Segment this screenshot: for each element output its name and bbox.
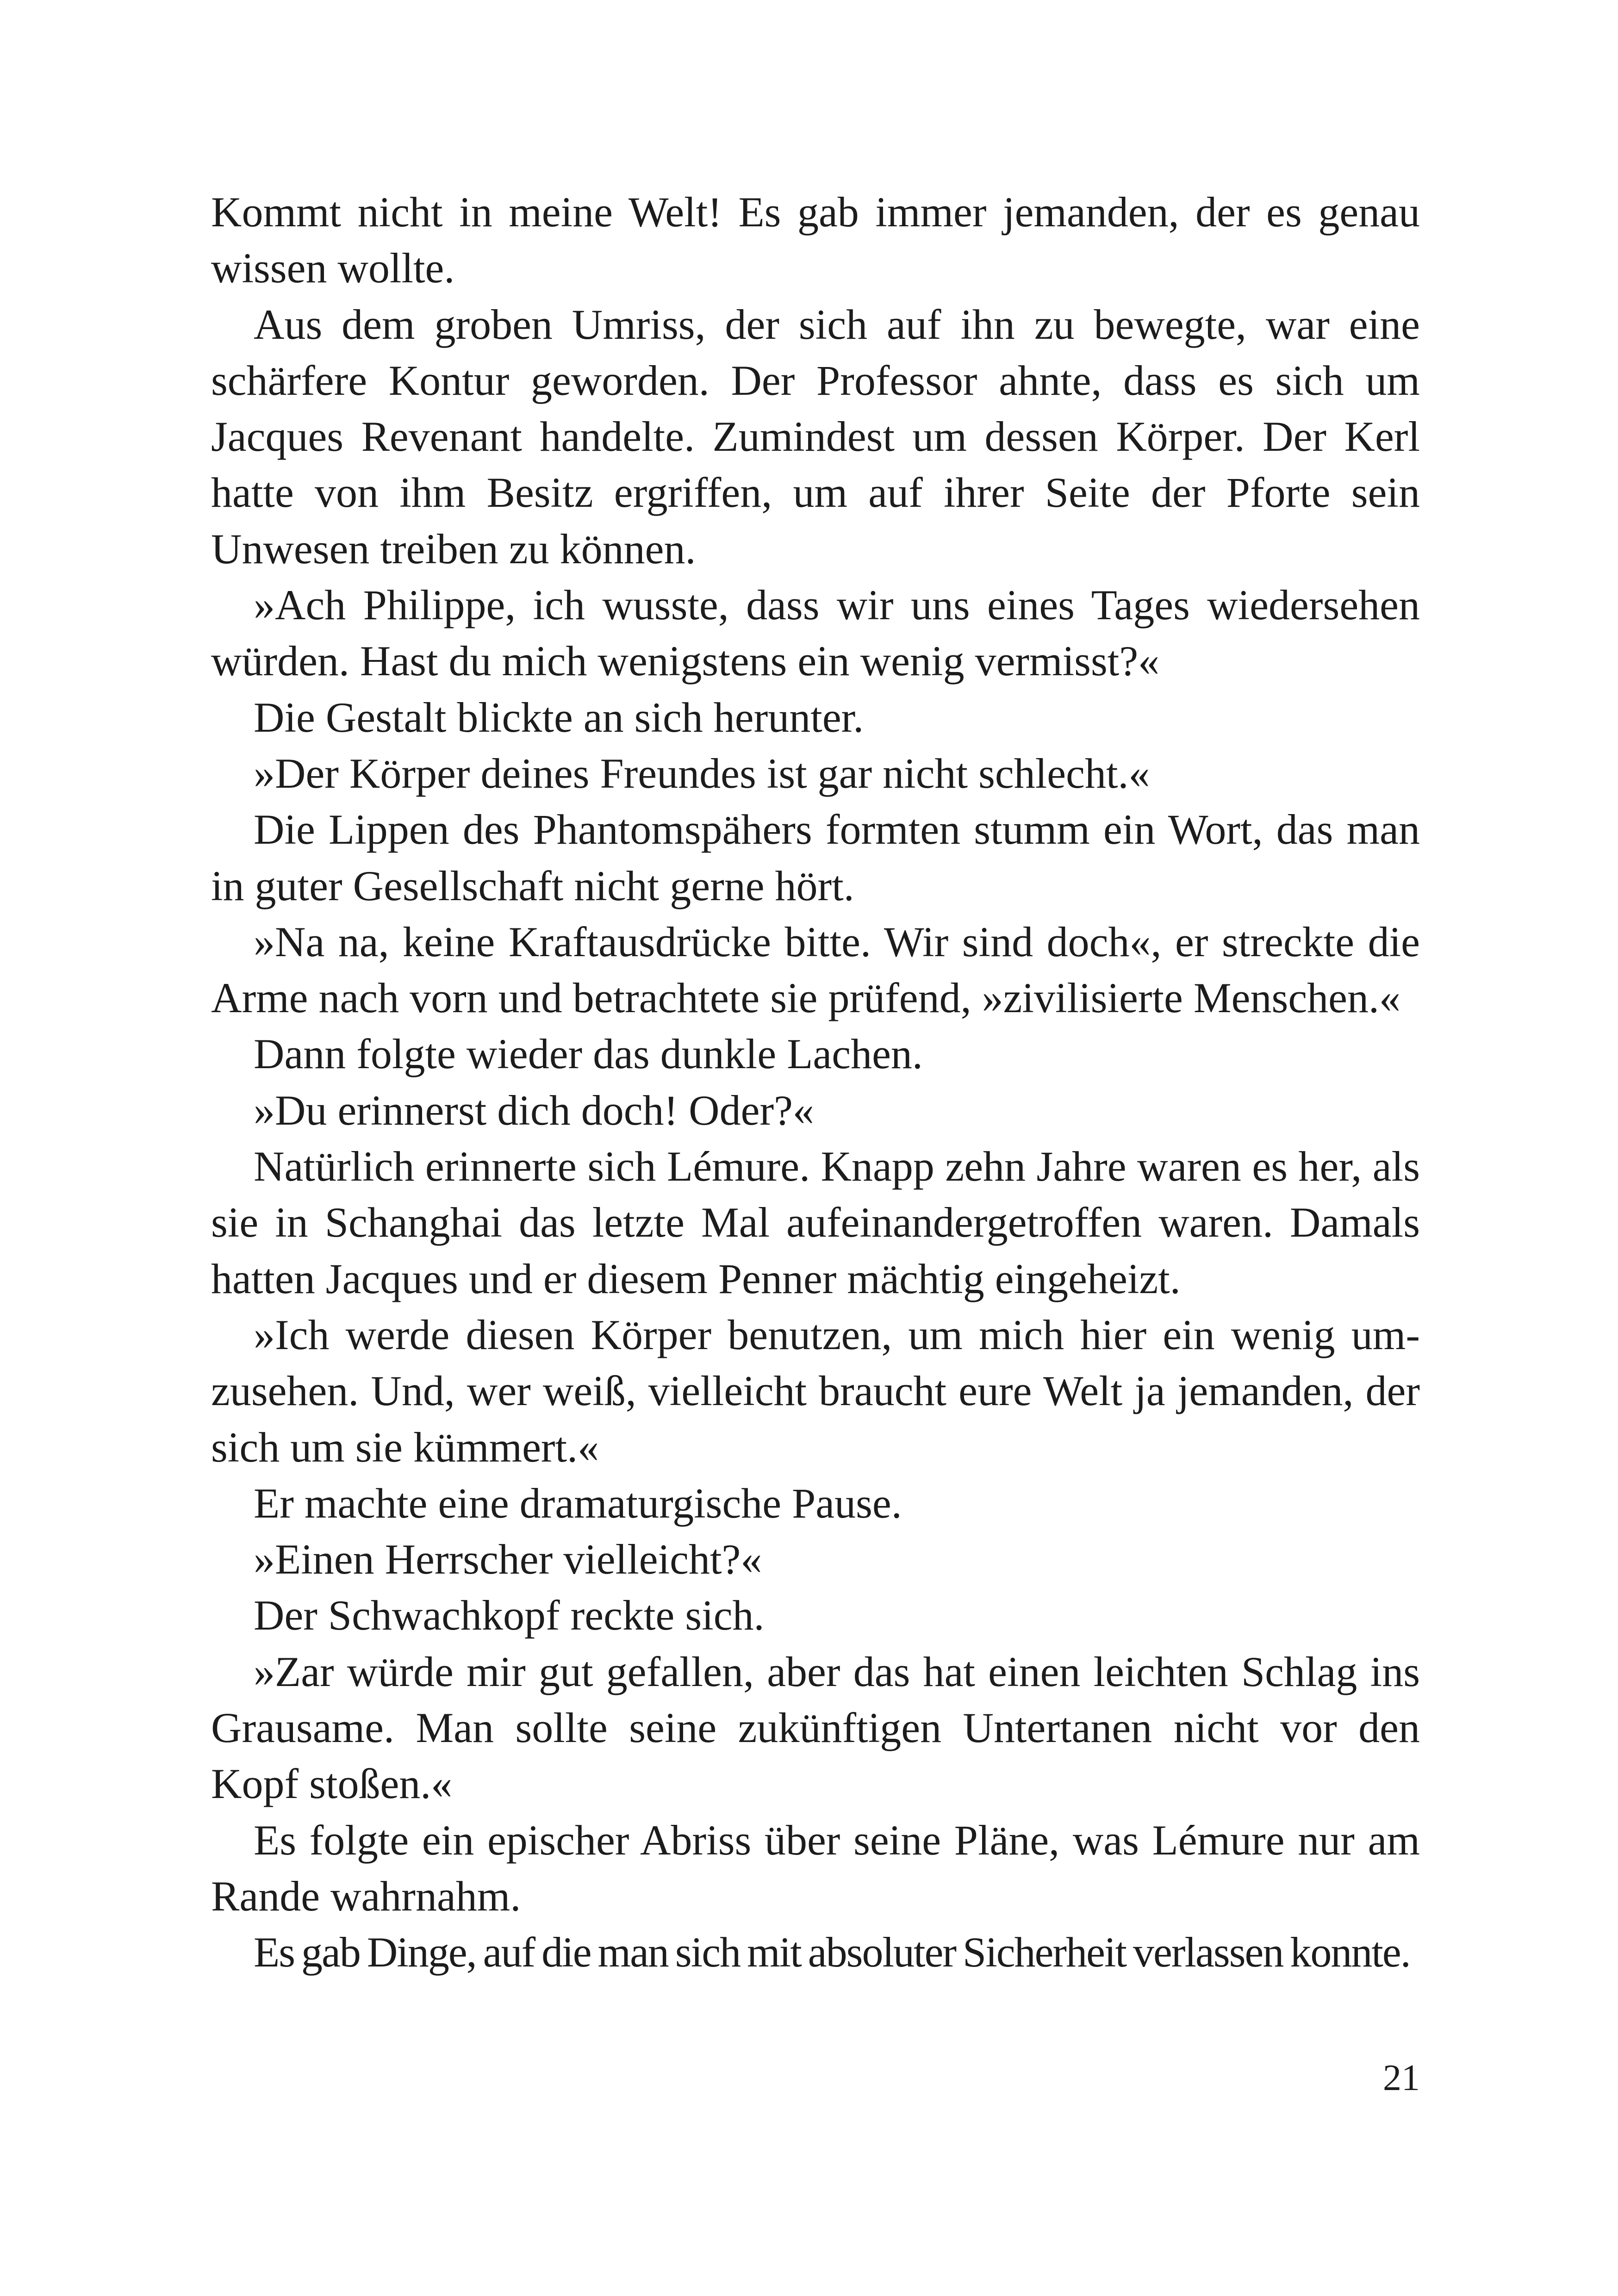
body-text [211, 184, 1420, 1981]
paragraph-15: »Zar würde mir gut gefallen, aber das hat einen leichten Schlag ins Grausame. Man sollte seine zukünftigen Untertanen nicht vor den Kopf stoßen.« [211, 1648, 1420, 1808]
paragraph-12: Er machte eine dramaturgische Pause. [254, 1479, 902, 1527]
paragraph-13: »Einen Herrscher vielleicht?« [254, 1536, 762, 1583]
paragraph-6: Die Lippen des Phantomspähers formten stumm ein Wort, das man in guter Gesellschaft nicht gerne hört. [211, 806, 1420, 909]
paragraph-9: »Du erinnerst dich doch! Oder?« [254, 1086, 814, 1134]
paragraph-14: Der Schwachkopf reckte sich. [254, 1592, 765, 1639]
paragraph-16: Es folgte ein epischer Abriss über seine Pläne, was Lémure nur am Rande wahrnahm. [211, 1816, 1420, 1920]
paragraph-10: Natürlich erinnerte sich Lémure. Knapp zehn Jahre waren es her, als sie in Schanghai das letzte Mal aufeinandergetroffen waren. Damals hatten Jacques und er diesem Penner mächtig eingeheizt. [211, 1143, 1420, 1302]
paragraph-4: Die Gestalt blickte an sich herunter. [254, 693, 864, 741]
page-number: 21 [1383, 2058, 1420, 2098]
paragraph-3: »Ach Philippe, ich wusste, dass wir uns eines Tages wiedersehen würden. Hast du mich wenigstens ein wenig vermisst?« [211, 581, 1420, 685]
paragraph-5: »Der Körper deines Freundes ist gar nicht schlecht.« [254, 749, 1150, 797]
paragraph-11: »Ich werde diesen Körper benutzen, um mich hier ein wenig umzusehen. Und, wer weiß, vielleicht braucht eure Welt ja jemanden, der sich um sie kümmert.« [211, 1311, 1420, 1471]
paragraph-1: Kommt nicht in meine Welt! Es gab immer jemanden, der es genau wissen wollte. [211, 188, 1420, 292]
paragraph-2: Aus dem groben Umriss, der sich auf ihn zu bewegte, war eine schärfere Kontur geworden. Der Professor ahnte, dass es sich um Jacques Revenant handelte. Zumindest um dessen Körper. Der Kerl hatte von ihm Besitz ergriffen, um auf ihrer Seite der Pforte sein Unwesen treiben zu können. [211, 300, 1420, 572]
paragraph-8: Dann folgte wieder das dunkle Lachen. [254, 1030, 923, 1078]
paragraph-7: »Na na, keine Kraftausdrücke bitte. Wir sind doch«, er streckte die Arme nach vorn und betrachtete sie prüfend, »zivilisierte Menschen.« [211, 918, 1420, 1022]
paragraph-17: Es gab Dinge, auf die man sich mit absoluter Sicherheit verlassen konnte. [254, 1929, 1410, 1976]
